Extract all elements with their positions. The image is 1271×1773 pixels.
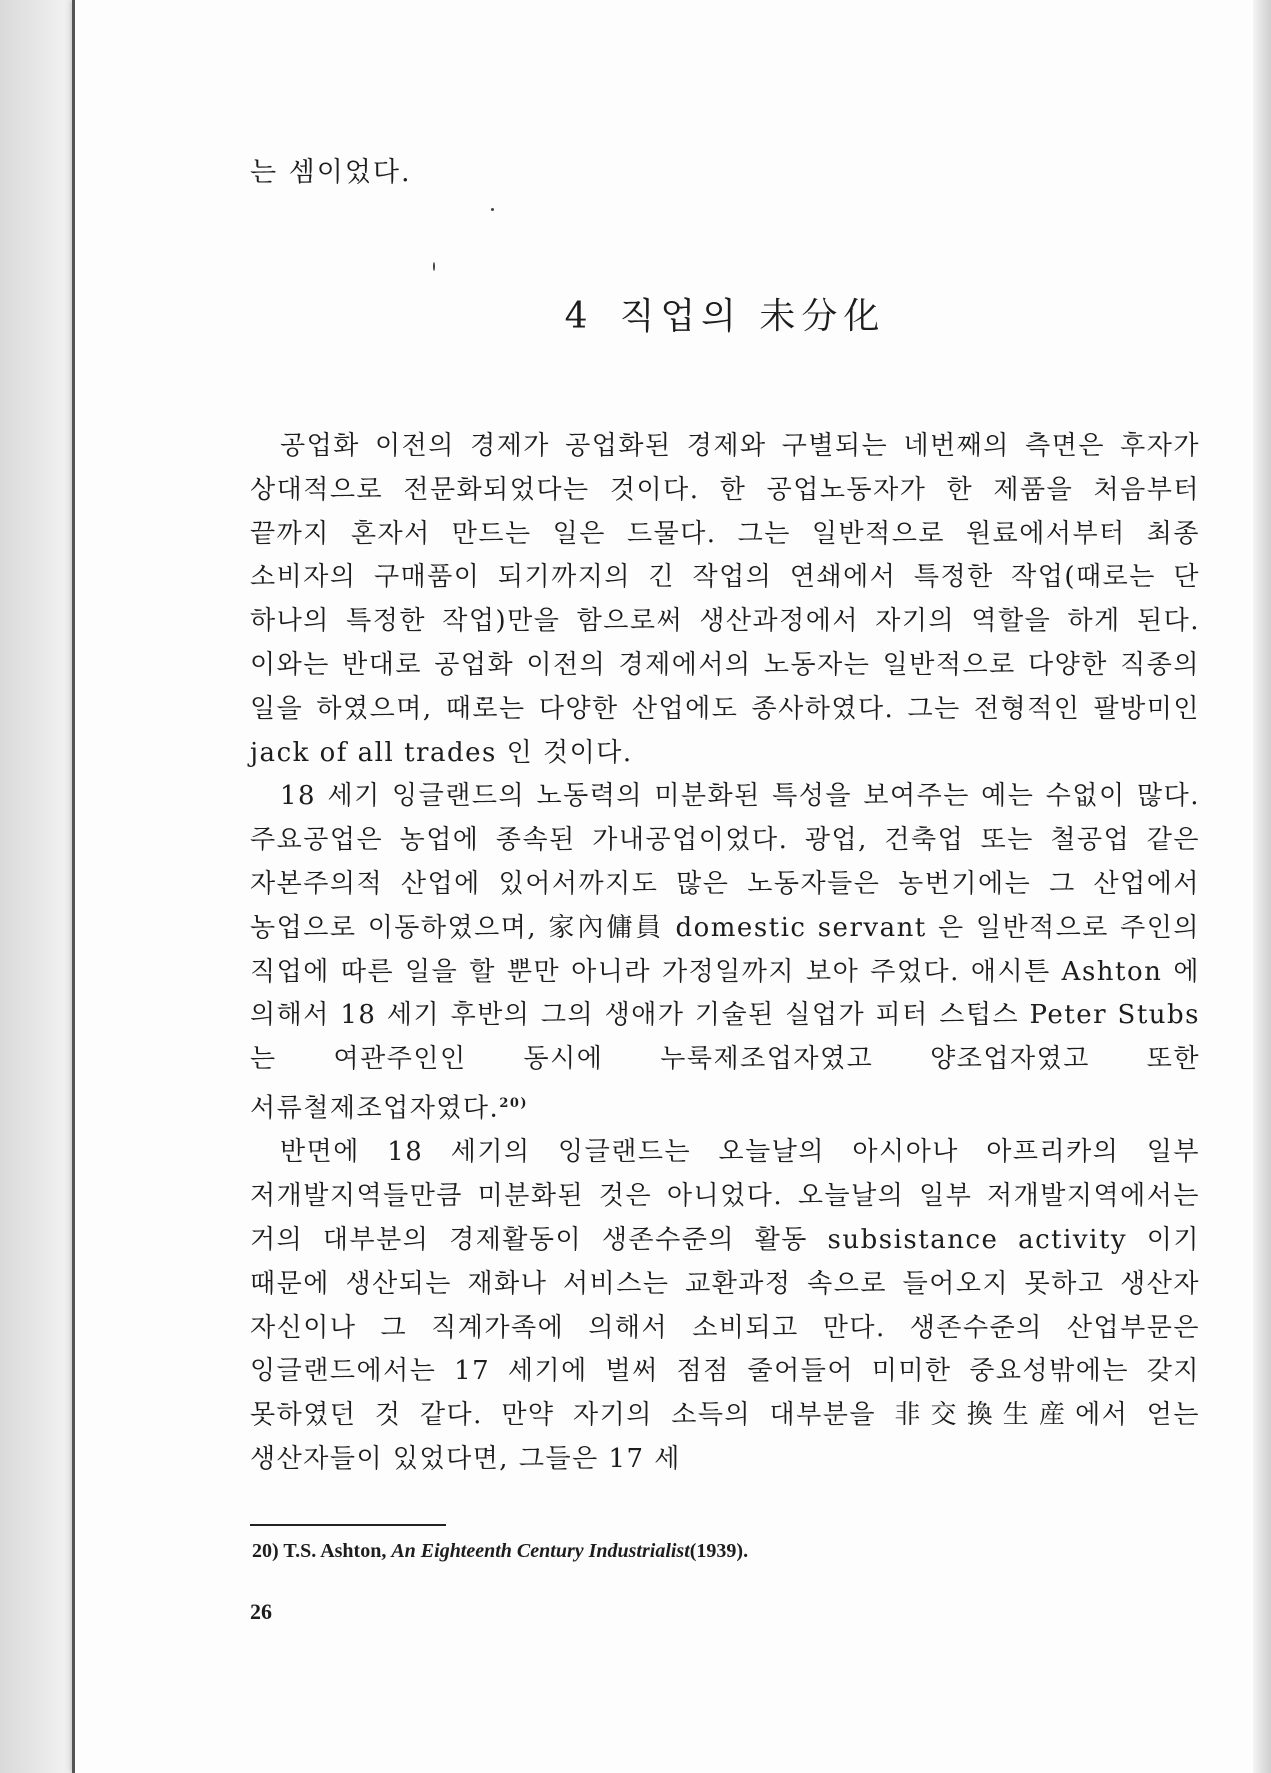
viewer-edge [1253, 0, 1271, 1773]
footnote-reference: 20) [499, 1095, 529, 1111]
paragraph-2 [250, 775, 1200, 1131]
paragraph-1: 공업화 이전의 경제가 공업화된 경제와 구별되는 네번째의 측면은 후자가 상대적으로 전문화되었다는 것이다. 한 공업노동자가 한 제품을 처음부터 끝까지 혼자서 만드는 일은 드물다. 그는 일반적으로 원료에서부터 최종 소비자의 구매품이 되기까지의 긴 작업의 연쇄에서 특정한 작업(때로는 단 하나의 특정한 작업)만을 함으로써 생산과정에서 자기의 역할을 하게 된다. 이와는 반대로 공업화 이전의 경제에서의 노동자는 일반적으로 다양한 직종의 일을 하였으며, 때로는 다양한 산업에도 종사하였다. 그는 전형적인 팔방미인 jack of all trades 인 것이다. [250, 431, 1200, 768]
footnote [250, 1540, 1200, 1563]
footnote-author: T.S. Ashton, [283, 1539, 387, 1562]
paragraph-2-text: 18 세기 잉글랜드의 노동력의 미분화된 특성을 보여주는 예는 수없이 많다. 주요공업은 농업에 종속된 가내공업이었다. 광업, 건축업 또는 철공업 같은 자본주의적 산업에 있어서까지도 많은 노동자들은 농번기에는 그 산업에서 농업으로 이동하였으며, 家內傭員 domestic servant 은 일반적으로 주인의 직업에 따른 일을 할 뿐만 아니라 가정일까지 보아 주었다. 애시튼 Ashton 에 의해서 18 세기 후반의 그의 생애가 기술된 실업가 피터 스텁스 Peter Stubs 는 여관주인인 동시에 누룩제조업자였고 양조업자였고 또한 서류철제조업자였다. [250, 781, 1200, 1124]
footnote-number: 20) [252, 1539, 279, 1562]
paragraph-3: 반면에 18 세기의 잉글랜드는 오늘날의 아시아나 아프리카의 일부 저개발지역들만큼 미분화된 것은 아니었다. 오늘날의 일부 저개발지역에서는 거의 대부분의 경제활동이 생존수준의 활동 subsistance activity 이기 때문에 생산되는 재화나 서비스는 교환과정 속으로 들어오지 못하고 생산자 자신이나 그 직계가족에 의해서 소비되고 만다. 생존수준의 산업부문은 잉글랜드에서는 17 세기에 벌써 점점 줄어들어 미미한 중요성밖에는 갖지 못하였던 것 같다. 만약 자기의 소득의 대부분을 非交換生産에서 얻는 생산자들이 있었다면, 그들은 17 세 [250, 1137, 1200, 1474]
section-heading [250, 288, 1200, 339]
continuation-line: 는 셈이었다. [250, 157, 412, 188]
footnote-title: An Eighteenth Century Industrialist [391, 1539, 690, 1562]
page-number: 26 [250, 1598, 272, 1624]
section-number: 4 [564, 296, 594, 337]
book-page [72, 0, 1255, 1773]
footnote-year: (1939). [689, 1539, 749, 1562]
footnote-divider [250, 1524, 446, 1526]
page-body [250, 150, 1200, 1625]
section-title: 직업의 未分化 [619, 296, 886, 337]
